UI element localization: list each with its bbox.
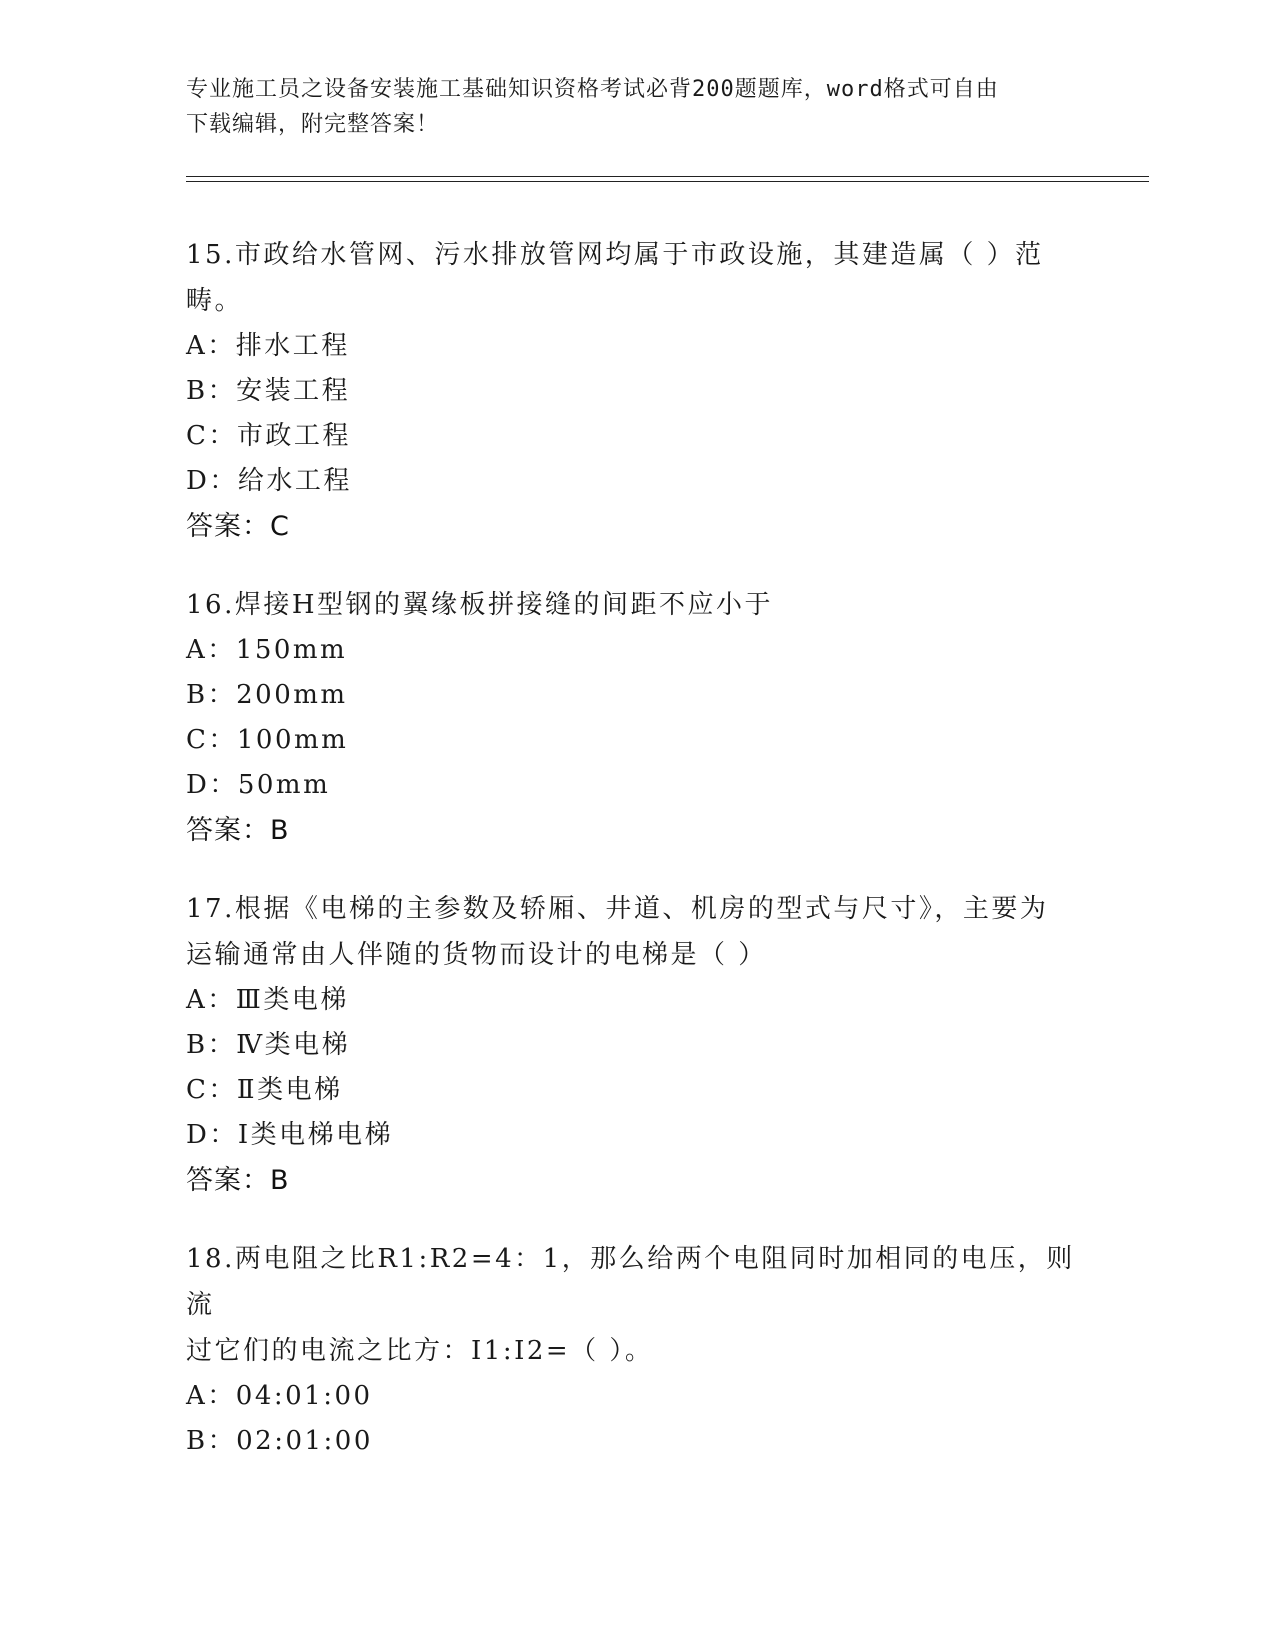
option-a: A：Ⅲ类电梯 [186, 985, 349, 1015]
question-stem-line: 15.市政给水管网、污水排放管网均属于市政设施，其建造属（ ）范 [186, 240, 1044, 270]
header-divider-top [186, 176, 1149, 177]
header-divider-bottom [186, 181, 1149, 182]
option-b: B：02:01:00 [186, 1426, 373, 1456]
question-18 [186, 1236, 1086, 1464]
option-c: C：Ⅱ类电梯 [186, 1075, 343, 1105]
document-header [186, 72, 1066, 142]
question-stem-line: 畴。 [186, 286, 244, 316]
header-line-1: 专业施工员之设备安装施工基础知识资格考试必背200题题库，word格式可自由 [186, 77, 999, 102]
question-15 [186, 232, 1086, 550]
option-c: C：市政工程 [186, 421, 351, 451]
question-stem-line: 16.焊接H型钢的翼缘板拼接缝的间距不应小于 [186, 590, 774, 620]
question-list [186, 232, 1086, 1496]
answer: 答案：B [186, 1165, 290, 1196]
option-b: B：200mm [186, 680, 348, 710]
question-stem-line: 17.根据《电梯的主参数及轿厢、井道、机房的型式与尺寸》，主要为 [186, 894, 1049, 924]
option-a: A：排水工程 [186, 331, 350, 361]
option-d: D：给水工程 [186, 466, 352, 496]
answer: 答案：B [186, 815, 290, 846]
header-line-2: 下载编辑，附完整答案！ [186, 112, 440, 137]
option-c: C：100mm [186, 725, 349, 755]
option-b: B：Ⅳ类电梯 [186, 1030, 351, 1060]
question-stem-line: 运输通常由人伴随的货物而设计的电梯是（ ） [186, 940, 767, 970]
option-d: D：Ⅰ类电梯电梯 [186, 1120, 394, 1150]
question-stem-line: 18.两电阻之比R1:R2=4：1，那么给两个电阻同时加相同的电压，则流 [186, 1244, 1075, 1320]
question-stem-line: 过它们的电流之比方：I1:I2=（ ）。 [186, 1336, 654, 1366]
option-d: D：50mm [186, 770, 331, 800]
question-17 [186, 886, 1086, 1204]
option-b: B：安装工程 [186, 376, 351, 406]
option-a: A：150mm [186, 635, 348, 665]
answer: 答案：C [186, 511, 290, 542]
question-16 [186, 582, 1086, 854]
option-a: A：04:01:00 [186, 1381, 373, 1411]
